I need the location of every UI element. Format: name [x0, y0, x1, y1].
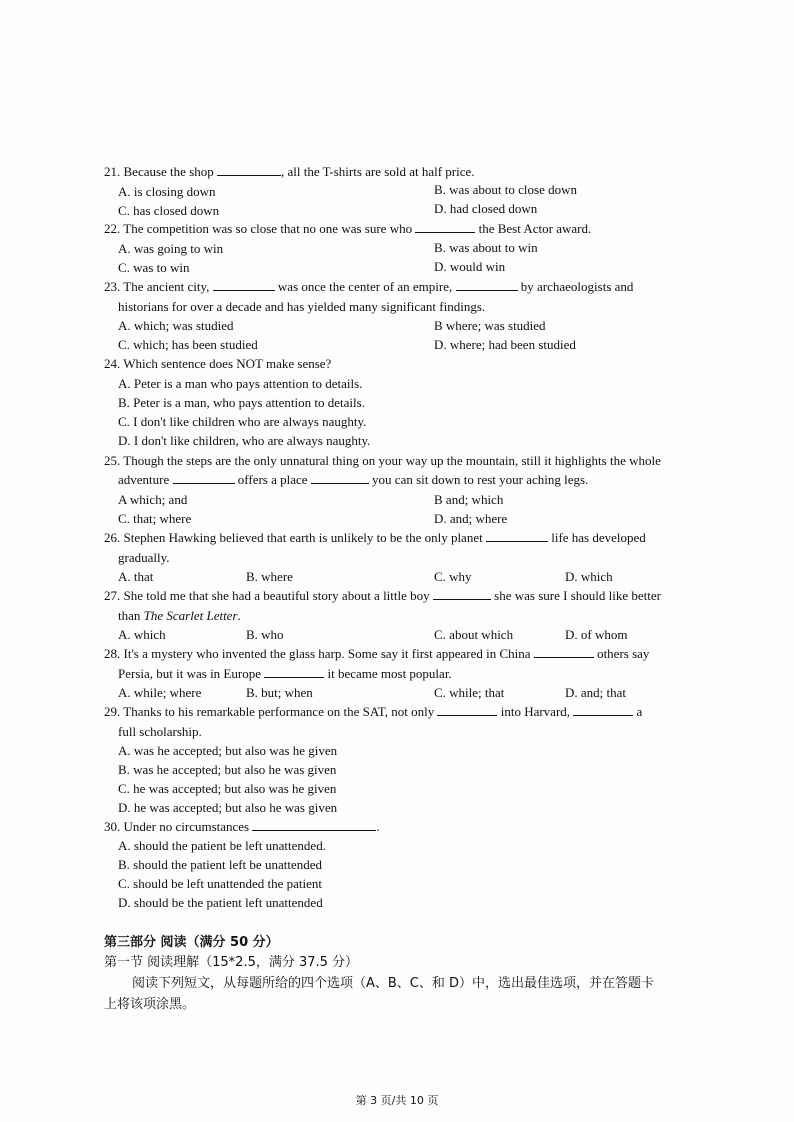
q25-option-c: C. that; where — [118, 511, 192, 526]
answer-blank — [433, 587, 491, 600]
q28-option-a: A. while; where — [118, 685, 202, 700]
q21-option-b: B. was about to close down — [434, 182, 577, 197]
answer-blank — [437, 703, 497, 716]
q26-option-d: D. which — [565, 569, 613, 584]
q27-option-b: B. who — [246, 627, 284, 642]
q21-option-d: D. had closed down — [434, 201, 538, 216]
answer-blank — [173, 471, 235, 484]
q27-option-d: D. of whom — [565, 627, 628, 642]
q22-option-b: B. was about to win — [434, 240, 538, 255]
subsection-title: 第一节 阅读理解（15*2.5，满分 37.5 分） — [104, 955, 359, 970]
question-21-stem: 21. Because the shop , all the T-shirts are sold at half price. — [104, 164, 475, 179]
question-26-stem: 26. Stephen Hawking believed that earth is unlikely to be the only planet life has developed — [104, 530, 646, 545]
question-30-stem: 30. Under no circumstances . — [104, 819, 380, 834]
q30-option-a: A. should the patient be left unattended. — [118, 838, 326, 853]
q25-option-b: B and; which — [434, 492, 504, 507]
question-27-stem-line2: than The Scarlet Letter. — [118, 608, 241, 623]
q26-option-b: B. where — [246, 569, 293, 584]
q25-option-d: D. and; where — [434, 511, 508, 526]
answer-blank — [573, 703, 633, 716]
q27-option-a: A. which — [118, 627, 166, 642]
q30-option-c: C. should be left unattended the patient — [118, 876, 322, 891]
answer-blank — [456, 278, 518, 291]
book-title: The Scarlet Letter — [143, 608, 238, 623]
part-title: 第三部分 阅读（满分 50 分） — [104, 935, 279, 950]
q30-option-d: D. should be the patient left unattended — [118, 895, 323, 910]
q24-option-d: D. I don't like children, who are always naughty. — [118, 433, 371, 448]
answer-blank — [486, 529, 548, 542]
answer-blank — [252, 818, 376, 831]
question-25-stem-line2: adventure offers a place you can sit down to rest your aching legs. — [118, 472, 589, 487]
q24-option-a: A. Peter is a man who pays attention to details. — [118, 376, 363, 391]
q29-option-d: D. he was accepted; but also he was given — [118, 800, 338, 815]
q23-option-d: D. where; had been studied — [434, 337, 576, 352]
question-22-stem: 22. The competition was so close that no one was sure who the Best Actor award. — [104, 221, 592, 236]
q26-option-c: C. why — [434, 569, 472, 584]
answer-blank — [213, 278, 275, 291]
question-27-stem: 27. She told me that she had a beautiful story about a little boy she was sure I should like better — [104, 588, 661, 603]
q22-option-a: A. was going to win — [118, 241, 224, 256]
q22-option-c: C. was to win — [118, 260, 190, 275]
q22-option-d: D. would win — [434, 259, 506, 274]
answer-blank — [534, 645, 594, 658]
question-26-stem-line2: gradually. — [118, 550, 170, 565]
instruction-line2: 上将该项涂黑。 — [104, 997, 196, 1012]
q21-option-a: A. is closing down — [118, 184, 216, 199]
q21-option-c: C. has closed down — [118, 203, 220, 218]
q29-option-b: B. was he accepted; but also he was given — [118, 762, 337, 777]
question-29-stem-line2: full scholarship. — [118, 724, 202, 739]
question-29-stem: 29. Thanks to his remarkable performance on the SAT, not only into Harvard, a — [104, 704, 643, 719]
answer-blank — [415, 220, 475, 233]
instruction-line1: 阅读下列短文，从每题所给的四个选项（A、B、C、和 D）中，选出最佳选项，并在答题卡 — [132, 976, 655, 991]
q28-option-d: D. and; that — [565, 685, 627, 700]
q23-option-a: A. which; was studied — [118, 318, 234, 333]
q27-option-c: C. about which — [434, 627, 514, 642]
q23-option-b: B where; was studied — [434, 318, 546, 333]
answer-blank — [311, 471, 369, 484]
q23-option-c: C. which; has been studied — [118, 337, 258, 352]
answer-blank — [217, 163, 281, 176]
answer-blank — [264, 665, 324, 678]
q28-option-c: C. while; that — [434, 685, 505, 700]
question-23-stem: 23. The ancient city, was once the center of an empire, by archaeologists and — [104, 279, 634, 294]
q28-option-b: B. but; when — [246, 685, 313, 700]
question-25-stem-line1: 25. Though the steps are the only unnatural thing on your way up the mountain, still it highlights the whole — [104, 453, 661, 468]
q26-option-a: A. that — [118, 569, 154, 584]
question-24-stem: 24. Which sentence does NOT make sense? — [104, 356, 332, 371]
q25-option-a: A which; and — [118, 492, 188, 507]
question-28-stem: 28. It's a mystery who invented the glass harp. Some say it first appeared in China others say — [104, 646, 650, 661]
q29-option-a: A. was he accepted; but also was he given — [118, 743, 338, 758]
q24-option-c: C. I don't like children who are always naughty. — [118, 414, 367, 429]
page-footer: 第 3 页/共 10 页 — [355, 1094, 439, 1107]
q24-option-b: B. Peter is a man, who pays attention to details. — [118, 395, 365, 410]
q30-option-b: B. should the patient left be unattended — [118, 857, 322, 872]
q29-option-c: C. he was accepted; but also was he given — [118, 781, 337, 796]
question-23-stem-line2: historians for over a decade and has yielded many significant findings. — [118, 299, 486, 314]
question-28-stem-line2: Persia, but it was in Europe it became most popular. — [118, 666, 452, 681]
